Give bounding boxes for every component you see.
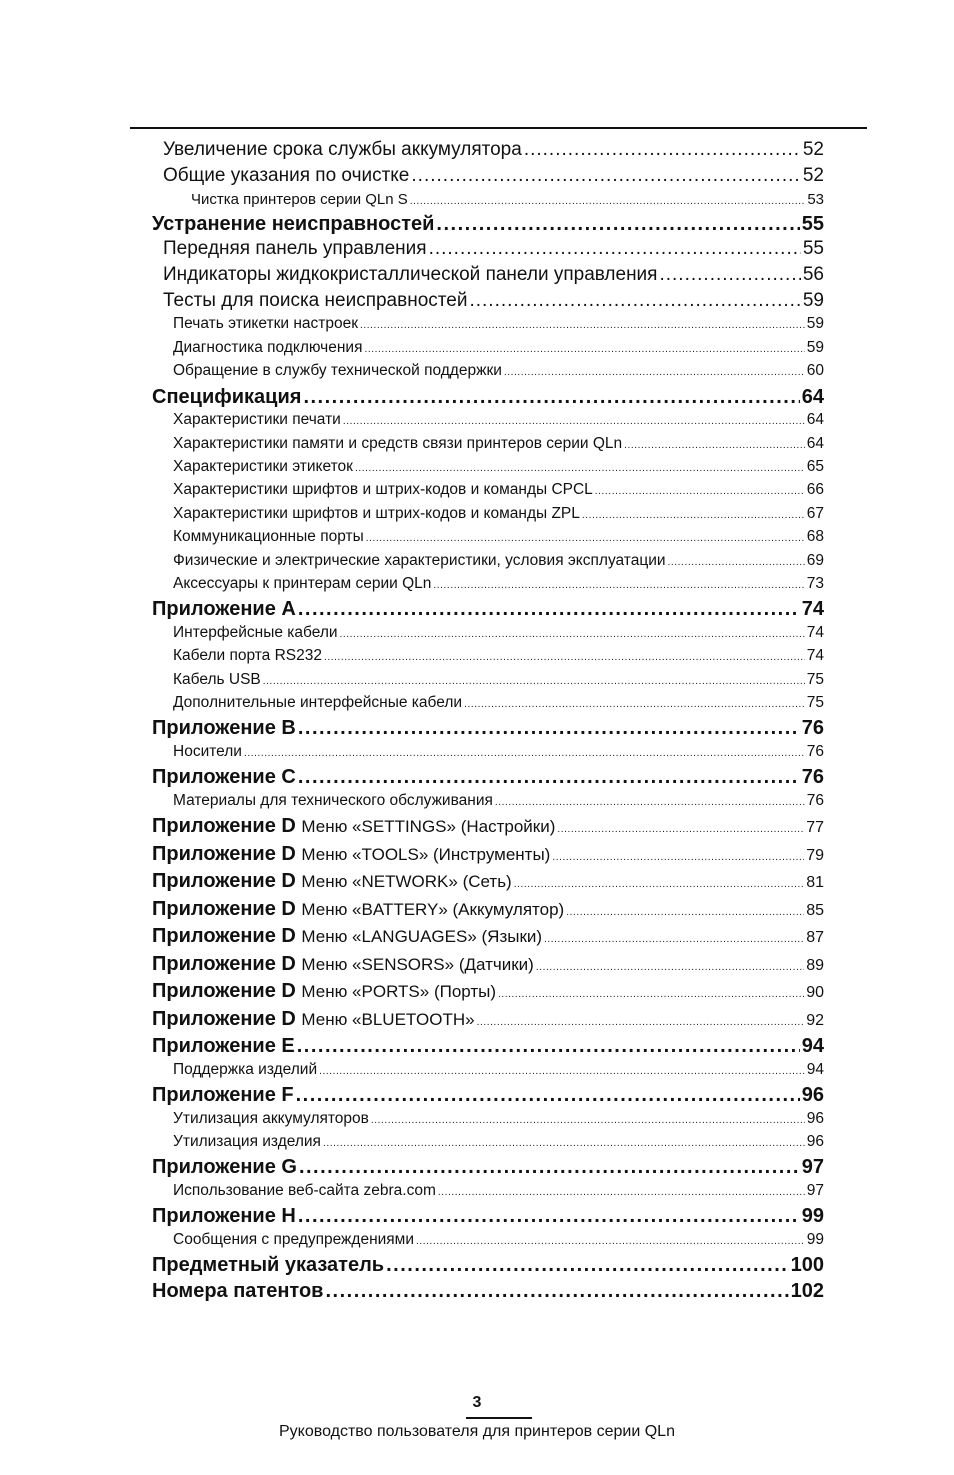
toc-entry[interactable]: [152, 1231, 824, 1254]
toc-entry-subtitle: Меню «NETWORK» (Сеть): [301, 872, 512, 892]
toc-leader-dots: [411, 165, 800, 187]
toc-leader-dots: [504, 367, 805, 378]
toc-entry[interactable]: [152, 411, 824, 434]
toc-entry-title: [152, 1156, 297, 1179]
toc-leader-dots: [552, 852, 804, 863]
toc-page-number: 79: [806, 846, 824, 864]
toc-entry-title: [173, 1182, 436, 1200]
toc-entry-title: [173, 1133, 321, 1151]
toc-entry[interactable]: [152, 165, 824, 191]
toc-entry-title-text: Обращение в службу технической поддержки: [173, 362, 502, 380]
toc-page-number: 96: [806, 1132, 824, 1150]
toc-entry[interactable]: [152, 694, 824, 717]
toc-page-number: 102: [790, 1279, 824, 1302]
toc-leader-dots: [298, 717, 800, 740]
toc-entry-title: [173, 1110, 369, 1128]
toc-entry-title-text: Физические и электрические характеристики, условия эксплуатации: [173, 551, 666, 569]
toc-leader-dots: [298, 1205, 800, 1228]
toc-leader-dots: [668, 557, 805, 568]
toc-page-number: 76: [801, 717, 824, 740]
toc-entry[interactable]: [152, 315, 824, 338]
toc-entry-title-text: Дополнительные интерфейсные кабели: [173, 693, 463, 711]
top-rule: [130, 127, 867, 129]
toc-entry[interactable]: [152, 598, 824, 624]
toc-leader-dots: [495, 797, 805, 808]
toc-leader-dots: [355, 463, 805, 474]
toc-entry[interactable]: [152, 1110, 824, 1133]
toc-entry-title: [173, 647, 322, 665]
toc-entry-title-text: Устранение неисправностей: [152, 212, 435, 235]
toc-entry-title-text: Приложение B: [152, 717, 296, 740]
toc-leader-dots: [297, 1035, 800, 1058]
toc-entry-title-text: Аксессуары к принтерам серии QLn: [173, 574, 432, 592]
toc-leader-dots: [263, 676, 805, 687]
toc-entry[interactable]: [152, 647, 824, 670]
toc-entry-title-text: Сообщения с предупреждениями: [173, 1230, 414, 1248]
toc-entry-title: [173, 575, 431, 593]
toc-entry[interactable]: [152, 870, 824, 898]
toc-entry-title-text: Спецификация: [152, 385, 302, 408]
toc-leader-dots: [469, 290, 800, 312]
toc-entry[interactable]: [152, 980, 824, 1008]
toc-leader-dots: [343, 416, 805, 427]
toc-entry-title: [173, 792, 493, 810]
toc-leader-dots: [477, 1017, 805, 1028]
toc-leader-dots: [299, 1156, 800, 1179]
toc-entry[interactable]: [152, 1205, 824, 1231]
toc-entry[interactable]: [152, 481, 824, 504]
toc-entry-title-text: Характеристики памяти и средств связи принтеров серии QLn: [173, 434, 623, 452]
toc-entry-title: [191, 191, 408, 208]
toc-entry-title-text: Характеристики печати: [173, 411, 341, 429]
toc-page-number: 99: [806, 1230, 824, 1248]
toc-page-number: 52: [802, 164, 824, 186]
toc-entry-title: [173, 671, 261, 689]
toc-leader-dots: [557, 824, 804, 835]
toc-page-number: 96: [806, 1109, 824, 1127]
toc-entry-title: [173, 552, 666, 570]
toc-page-number: 53: [807, 190, 824, 208]
toc-entry[interactable]: [152, 624, 824, 647]
toc-page-number: 97: [801, 1156, 824, 1179]
toc-leader-dots: [371, 1115, 805, 1126]
toc-page-number: 74: [801, 598, 824, 621]
toc-entry-title-text: Увеличение срока службы аккумулятора: [163, 139, 522, 160]
toc-entry-subtitle: Меню «BLUETOOTH»: [301, 1009, 475, 1029]
toc-entry-subtitle: Меню «BATTERY» (Аккумулятор): [301, 899, 565, 919]
toc-entry-title-text: Коммуникационные порты: [173, 528, 364, 546]
toc-entry-title: [173, 315, 358, 333]
toc-page-number: 94: [801, 1035, 824, 1058]
toc-entry[interactable]: [152, 139, 824, 165]
toc-page-number: 75: [806, 693, 824, 711]
toc-entry-title-text: Индикаторы жидкокристаллической панели управления: [163, 263, 658, 285]
toc-entry[interactable]: [152, 1254, 824, 1280]
toc-entry[interactable]: [152, 1084, 824, 1110]
toc-entry[interactable]: [152, 362, 824, 385]
toc-entry-title-text: Печать этикетки настроек: [173, 315, 358, 333]
toc-entry-subtitle: Меню «LANGUAGES» (Языки): [301, 927, 543, 947]
toc-page-number: 76: [801, 766, 824, 789]
toc-leader-dots: [364, 344, 804, 355]
toc-entry[interactable]: [152, 1133, 824, 1156]
toc-entry-title: [173, 743, 242, 761]
toc-leader-dots: [416, 1236, 805, 1247]
toc-entry[interactable]: [152, 290, 824, 316]
toc-entry-title-text: Кабель USB: [173, 670, 261, 688]
toc-entry-subtitle: Меню «SENSORS» (Датчики): [301, 954, 534, 974]
toc-entry-title: [173, 1061, 317, 1079]
toc-page-number: 92: [806, 1011, 824, 1029]
toc-entry[interactable]: [152, 792, 824, 815]
toc-page-number: 76: [806, 791, 824, 809]
toc-entry-title-text: Приложение D: [152, 1007, 296, 1030]
toc-page-number: 89: [806, 956, 824, 974]
toc-entry-title: [152, 1008, 475, 1031]
toc-entry-title-text: Приложение H: [152, 1205, 296, 1228]
toc-leader-dots: [624, 440, 805, 451]
toc-page-number: 65: [806, 457, 824, 475]
toc-entry-title-text: Приложение D: [152, 870, 296, 893]
toc-page-number: 52: [802, 139, 824, 160]
toc-entry[interactable]: [152, 766, 824, 792]
toc-page-number: 77: [806, 819, 824, 837]
toc-page-number: 64: [806, 434, 824, 452]
toc-entry-title: [173, 694, 462, 712]
toc-entry-title-text: Передняя панель управления: [163, 238, 427, 260]
toc-leader-dots: [659, 264, 800, 286]
toc-leader-dots: [325, 1280, 788, 1303]
toc-entry-title: [152, 980, 496, 1003]
toc-entry-title-text: Предметный указатель: [152, 1254, 385, 1277]
toc-entry-title-text: Приложение D: [152, 815, 296, 838]
toc-entry-title: [173, 505, 580, 523]
toc-entry-title: [152, 870, 512, 893]
toc-page-number: 76: [806, 742, 824, 760]
toc-page-number: 60: [806, 362, 824, 380]
toc-page-number: 94: [806, 1060, 824, 1078]
toc-entry-title-text: Приложение G: [152, 1156, 297, 1179]
toc-page-number: 96: [801, 1084, 824, 1107]
toc-entry-title-text: Тесты для поиска неисправностей: [163, 289, 468, 311]
toc-entry-subtitle: Меню «SETTINGS» (Настройки): [301, 817, 556, 837]
toc-entry-title-text: Приложение E: [152, 1035, 295, 1058]
toc-page-number: 68: [806, 528, 824, 546]
toc-entry-title: [152, 766, 296, 789]
toc-leader-dots: [410, 196, 806, 207]
toc-leader-dots: [433, 580, 804, 591]
toc-entry[interactable]: [152, 717, 824, 743]
toc-entry-title-text: Приложение D: [152, 952, 296, 975]
toc-entry-title: [152, 1084, 294, 1107]
toc-entry-title-text: Приложение F: [152, 1084, 294, 1107]
toc-page-number: 64: [801, 385, 824, 408]
toc-entry-title: [152, 843, 550, 866]
toc-entry-title-text: Утилизация аккумуляторов: [173, 1109, 369, 1127]
toc-entry-title: [173, 362, 502, 380]
toc-entry-title: [163, 264, 657, 286]
toc-entry[interactable]: [152, 925, 824, 953]
toc-entry-title: [163, 290, 467, 312]
toc-page-number: 74: [806, 623, 824, 641]
toc-leader-dots: [386, 1254, 789, 1277]
toc-entry-title: [152, 953, 534, 976]
toc-page-number: 55: [801, 212, 824, 235]
toc-entry-title: [152, 1254, 384, 1277]
toc-leader-dots: [595, 486, 805, 497]
toc-entry-title-text: Носители: [173, 742, 242, 760]
toc-entry-title: [163, 139, 522, 161]
toc-entry-title: [152, 213, 434, 236]
toc-page-number: 74: [806, 647, 824, 665]
toc-entry[interactable]: [152, 1035, 824, 1061]
toc-page-number: 59: [806, 338, 824, 356]
toc-entry-title: [173, 1231, 414, 1249]
toc-entry[interactable]: [152, 213, 824, 239]
toc-entry-title-text: Кабели порта RS232: [173, 647, 323, 665]
toc-entry-title-text: Характеристики шрифтов и штрих-кодов и команды CPCL: [173, 481, 593, 499]
toc-entry-title: [173, 624, 338, 642]
toc-entry[interactable]: [152, 505, 824, 528]
toc-entry[interactable]: [152, 743, 824, 766]
toc-page-number: 59: [806, 315, 824, 333]
toc-entry-title: [173, 411, 341, 429]
toc-leader-dots: [438, 1187, 805, 1198]
toc-entry-title: [152, 1035, 295, 1058]
toc-entry-title-text: Приложение D: [152, 897, 296, 920]
toc-leader-dots: [566, 907, 804, 918]
toc-entry[interactable]: [152, 843, 824, 871]
footer-text: Руководство пользователя для принтеров серии QLn: [279, 1423, 675, 1440]
toc-leader-dots: [319, 1066, 805, 1077]
toc-page-number: 73: [806, 574, 824, 592]
toc-leader-dots: [436, 213, 799, 236]
toc-entry-title-text: Утилизация изделия: [173, 1132, 321, 1150]
toc-leader-dots: [464, 699, 805, 710]
toc-entry[interactable]: [152, 264, 824, 290]
toc-entry-title: [173, 481, 593, 499]
toc-entry[interactable]: [152, 1008, 824, 1036]
toc-entry-title: [163, 238, 427, 260]
toc-leader-dots: [360, 320, 805, 331]
toc-leader-dots: [324, 652, 805, 663]
toc-entry-title: [152, 815, 555, 838]
toc-entry[interactable]: [152, 953, 824, 981]
toc-entry-title-text: Приложение D: [152, 842, 296, 865]
toc-page-number: 55: [802, 238, 824, 260]
toc-entry[interactable]: [152, 1280, 824, 1306]
toc-entry-title-text: Характеристики этикеток: [173, 457, 353, 475]
toc-leader-dots: [303, 386, 799, 409]
toc-entry[interactable]: [152, 435, 824, 458]
toc-entry-title-text: Материалы для технического обслуживания: [173, 791, 493, 809]
toc-entry[interactable]: [152, 1061, 824, 1084]
toc-entry[interactable]: [152, 386, 824, 412]
toc-leader-dots: [298, 766, 800, 789]
toc-page-number: 69: [806, 551, 824, 569]
toc-entry-subtitle: Меню «TOOLS» (Инструменты): [301, 844, 551, 864]
toc-entry-title: [173, 528, 364, 546]
toc-entry-title-text: Чистка принтеров серии QLn S: [191, 190, 408, 208]
toc-page-number: 75: [806, 670, 824, 688]
toc-page-number: 59: [802, 289, 824, 311]
toc-leader-dots: [296, 1084, 800, 1107]
toc-page-number: 67: [806, 504, 824, 522]
toc-leader-dots: [536, 962, 804, 973]
toc-leader-dots: [524, 139, 801, 161]
toc-entry-title: [152, 1205, 296, 1228]
table-of-contents: [152, 139, 824, 1305]
toc-page-number: 97: [806, 1181, 824, 1199]
toc-entry[interactable]: [152, 1156, 824, 1182]
toc-leader-dots: [366, 533, 805, 544]
toc-entry[interactable]: [152, 575, 824, 598]
toc-leader-dots: [429, 238, 801, 260]
toc-page-number: 87: [806, 929, 824, 947]
toc-entry-title-text: Приложение C: [152, 766, 296, 789]
toc-entry-title-text: Общие указания по очистке: [163, 164, 410, 186]
toc-entry-title-text: Номера патентов: [152, 1279, 324, 1302]
toc-entry-title: [152, 717, 296, 740]
toc-entry-title: [152, 1280, 323, 1303]
toc-entry-title: [152, 898, 564, 921]
toc-entry[interactable]: [152, 238, 824, 264]
toc-entry[interactable]: [152, 528, 824, 551]
toc-entry[interactable]: [152, 191, 824, 213]
toc-leader-dots: [514, 879, 804, 890]
toc-entry-title: [152, 386, 301, 409]
toc-page-number: 64: [806, 411, 824, 429]
toc-leader-dots: [323, 1138, 805, 1149]
toc-entry-title: [173, 435, 622, 453]
toc-page-number: 56: [802, 263, 824, 285]
toc-entry-title: [173, 458, 353, 476]
toc-entry[interactable]: [152, 1182, 824, 1205]
toc-page-number: 66: [806, 481, 824, 499]
toc-leader-dots: [544, 934, 804, 945]
toc-entry[interactable]: [152, 815, 824, 843]
toc-page-number: 85: [806, 901, 824, 919]
toc-entry-title-text: Приложение A: [152, 598, 296, 621]
page-number-rule: [466, 1417, 532, 1419]
toc-entry[interactable]: [152, 671, 824, 694]
toc-entry-title-text: Интерфейсные кабели: [173, 623, 338, 641]
toc-entry-title: [152, 925, 542, 948]
toc-leader-dots: [244, 748, 805, 759]
toc-entry[interactable]: [152, 898, 824, 926]
toc-page-number: 81: [806, 874, 824, 892]
toc-leader-dots: [498, 989, 804, 1000]
toc-leader-dots: [298, 598, 800, 621]
toc-entry-title: [163, 165, 409, 187]
toc-entry-subtitle: Меню «PORTS» (Порты): [301, 982, 497, 1002]
toc-entry-title: [152, 598, 296, 621]
toc-entry-title-text: Диагностика подключения: [173, 338, 363, 356]
toc-leader-dots: [340, 629, 805, 640]
toc-page-number: 100: [790, 1254, 824, 1277]
toc-leader-dots: [582, 510, 805, 521]
toc-page-number: 99: [801, 1205, 824, 1228]
toc-entry-title-text: Приложение D: [152, 925, 296, 948]
toc-entry[interactable]: [152, 552, 824, 575]
toc-entry-title: [173, 339, 362, 357]
toc-page-number: 90: [806, 984, 824, 1002]
toc-entry-title-text: Использование веб-сайта zebra.com: [173, 1181, 436, 1199]
toc-entry[interactable]: [152, 458, 824, 481]
toc-entry-title-text: Характеристики шрифтов и штрих-кодов и команды ZPL: [173, 504, 580, 522]
toc-entry-title-text: Поддержка изделий: [173, 1060, 318, 1078]
toc-entry[interactable]: [152, 339, 824, 362]
toc-entry-title-text: Приложение D: [152, 980, 296, 1003]
page-number: 3: [472, 1394, 482, 1411]
